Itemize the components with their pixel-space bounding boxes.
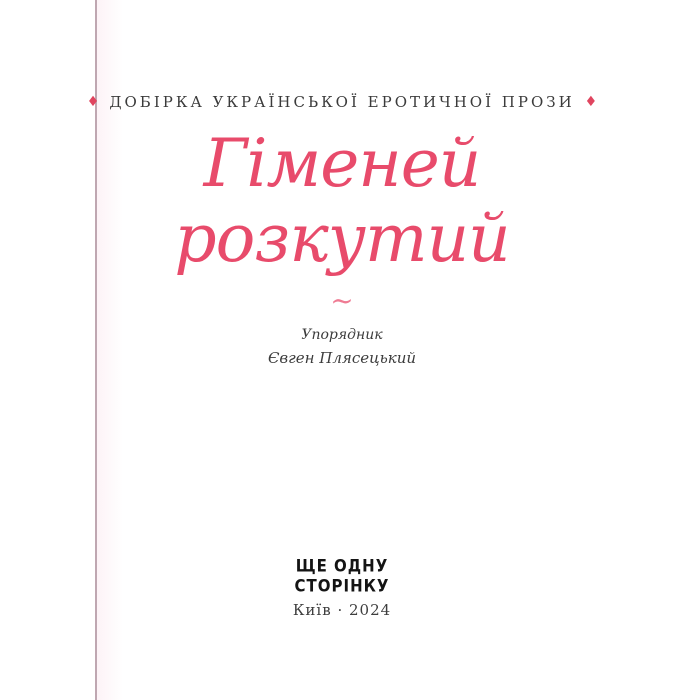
publisher-logo	[0, 556, 684, 596]
book-title	[0, 126, 684, 276]
publisher-logo-line1: ЩЕ ОДНУ	[295, 555, 389, 576]
book-title-line1: Гіменей	[203, 125, 481, 202]
compiler-label: Упорядник	[301, 327, 383, 343]
series-header	[0, 93, 684, 111]
imprint-city-year: Київ · 2024	[292, 601, 392, 619]
compiler-name: Євген Плясецький	[267, 349, 417, 367]
series-label: ДОБІРКА УКРАЇНСЬКОЇ ЕРОТИЧНОЇ ПРОЗИ	[109, 93, 575, 111]
diamond-icon: ♦	[584, 94, 598, 110]
diamond-icon: ♦	[86, 94, 100, 110]
tilde-divider: ~	[330, 284, 354, 317]
book-title-line2: розкутий	[174, 200, 510, 277]
publisher-logo-line2: СТОРІНКУ	[294, 576, 390, 597]
